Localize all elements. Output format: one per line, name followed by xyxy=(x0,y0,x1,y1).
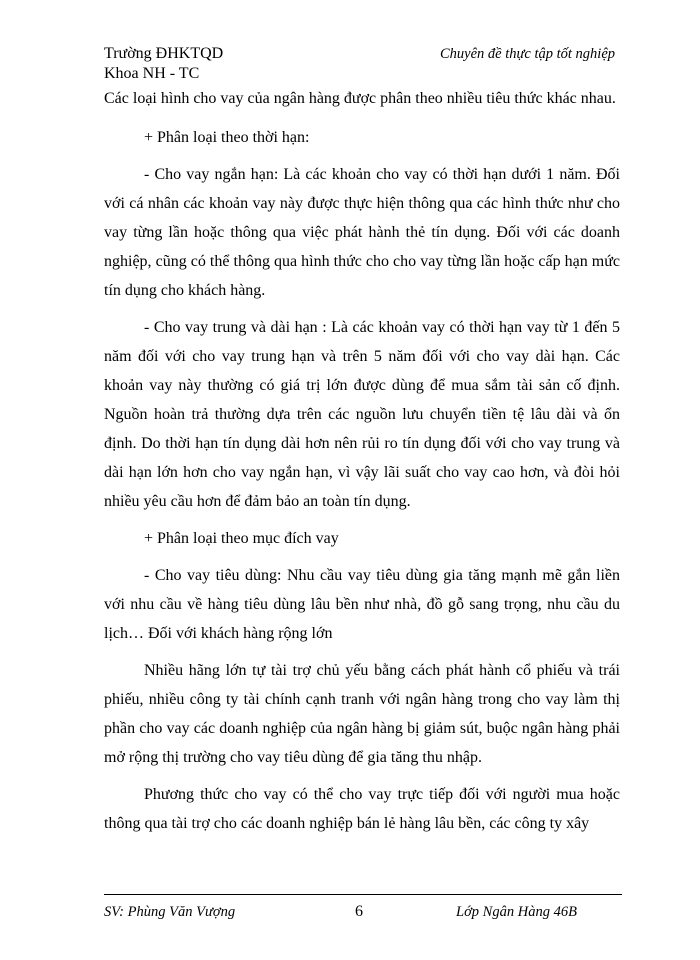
footer-student: SV: Phùng Văn Vượng xyxy=(104,904,236,920)
heading-by-term: + Phân loại theo thời hạn: xyxy=(144,129,310,146)
page-number: 6 xyxy=(355,903,363,920)
paragraph-medium-long-term: - Cho vay trung và dài hạn : Là các khoản vay có thời hạn vay từ 1 đến 5 năm đối với cho vay trung hạn và trên 5 năm đối với cho vay dài hạn. Các khoản vay này thường có giá trị lớn được dùng để mua sắm tài sản cố định. Nguồn hoàn trả thường dựa trên các nguồn lưu chuyển tiền tệ lâu dài và ổn định. Do thời hạn tín dụng dài hơn nên rủi ro tín dụng đối với cho vay trung và dài hạn lớn hơn cho vay ngắn hạn, vì vậy lãi suất cho vay cao hơn, và đòi hỏi nhiều yêu cầu hơn để đảm bảo an toàn tín dụng. xyxy=(104,319,620,510)
heading-by-purpose: + Phân loại theo mục đích vay xyxy=(144,530,339,547)
footer-divider xyxy=(104,894,622,895)
document-type: Chuyên đề thực tập tốt nghiệp xyxy=(440,46,616,62)
paragraph-intro: Các loại hình cho vay của ngân hàng được phân theo nhiều tiêu thức khác nhau. xyxy=(104,90,616,107)
school-name: Trường ĐHKTQD xyxy=(104,45,224,62)
footer-class: Lớp Ngân Hàng 46B xyxy=(456,904,577,920)
department-name: Khoa NH - TC xyxy=(104,65,200,82)
page-body xyxy=(104,84,620,846)
paragraph-large-firms: Nhiều hãng lớn tự tài trợ chủ yếu bằng cách phát hành cổ phiếu và trái phiếu, nhiều công ty tài chính cạnh tranh với ngân hàng trong cho vay làm thị phần cho vay các doanh nghiệp của ngân hàng bị giảm sút, buộc ngân hàng phải mở rộng thị trường cho vay tiêu dùng để gia tăng thu nhập. xyxy=(104,662,620,766)
paragraph-lending-methods: Phương thức cho vay có thể cho vay trực tiếp đối với người mua hoặc thông qua tài trợ cho các doanh nghiệp bán lẻ hàng lâu bền, các công ty xây xyxy=(104,786,620,832)
paragraph-short-term: - Cho vay ngắn hạn: Là các khoản cho vay có thời hạn dưới 1 năm. Đối với cá nhân các khoản vay này được thực hiện thông qua các hình thức như cho vay từng lần hoặc thông qua việc phát hành thẻ tín dụng. Đối với các doanh nghiệp, cũng có thể thông qua hình thức cho cho vay từng lần hoặc cấp hạn mức tín dụng cho khách hàng. xyxy=(104,166,620,299)
paragraph-consumer-loans: - Cho vay tiêu dùng: Nhu cầu vay tiêu dùng gia tăng mạnh mẽ gắn liền với nhu cầu về hàng tiêu dùng lâu bền như nhà, đồ gỗ sang trọng, nhu cầu du lịch… Đối với khách hàng rộng lớn xyxy=(104,567,620,642)
header-left xyxy=(104,44,223,84)
